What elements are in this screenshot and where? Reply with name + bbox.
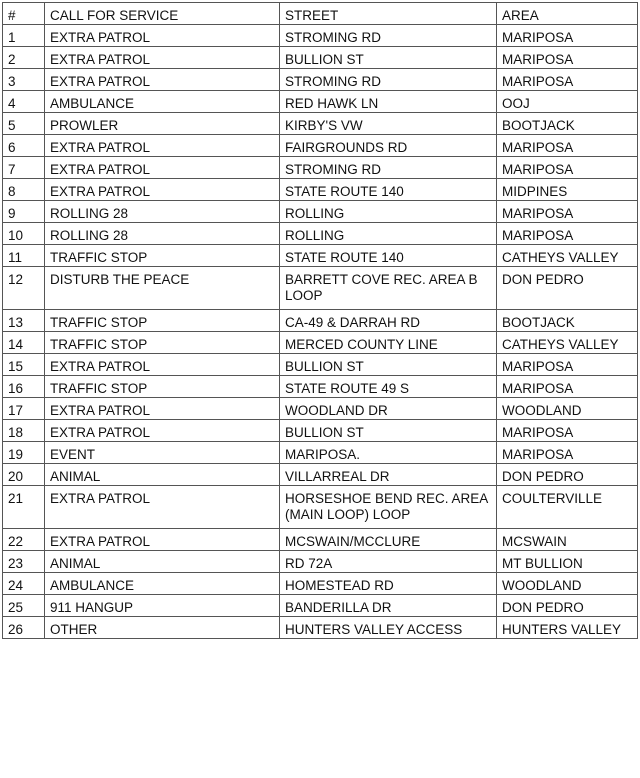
street-cell: HUNTERS VALLEY ACCESS [280,617,497,639]
row-number: 18 [3,420,45,442]
area-cell: MIDPINES [497,179,638,201]
area-cell: MT BULLION [497,551,638,573]
calls-for-service-table [2,2,638,639]
row-number: 2 [3,47,45,69]
table-row [3,573,638,595]
row-number: 14 [3,332,45,354]
row-number: 26 [3,617,45,639]
call-for-service-cell: EVENT [45,442,280,464]
table-row [3,486,638,529]
table-row [3,179,638,201]
street-cell: RED HAWK LN [280,91,497,113]
area-cell: MARIPOSA [497,135,638,157]
area-cell: MARIPOSA [497,376,638,398]
street-cell: MERCED COUNTY LINE [280,332,497,354]
table-row [3,398,638,420]
header-call-for-service: CALL FOR SERVICE [45,3,280,25]
row-number: 7 [3,157,45,179]
street-cell: BULLION ST [280,354,497,376]
table-row [3,223,638,245]
header-street: STREET [280,3,497,25]
row-number: 6 [3,135,45,157]
table-body [3,3,638,639]
row-number: 12 [3,267,45,310]
area-cell: MARIPOSA [497,420,638,442]
table-row [3,267,638,310]
table-row [3,245,638,267]
call-for-service-cell: AMBULANCE [45,573,280,595]
row-number: 10 [3,223,45,245]
street-cell: STROMING RD [280,25,497,47]
call-for-service-cell: EXTRA PATROL [45,135,280,157]
street-cell: WOODLAND DR [280,398,497,420]
call-for-service-cell: EXTRA PATROL [45,47,280,69]
street-cell: ROLLING [280,223,497,245]
street-cell: FAIRGROUNDS RD [280,135,497,157]
call-for-service-cell: EXTRA PATROL [45,420,280,442]
row-number: 4 [3,91,45,113]
street-cell: STROMING RD [280,69,497,91]
row-number: 23 [3,551,45,573]
row-number: 8 [3,179,45,201]
street-cell: MCSWAIN/MCCLURE [280,529,497,551]
call-for-service-cell: EXTRA PATROL [45,486,280,529]
area-cell: COULTERVILLE [497,486,638,529]
call-for-service-cell: EXTRA PATROL [45,157,280,179]
table-row [3,25,638,47]
area-cell: MARIPOSA [497,69,638,91]
call-for-service-cell: TRAFFIC STOP [45,332,280,354]
row-number: 22 [3,529,45,551]
table-row [3,420,638,442]
table-row [3,442,638,464]
call-for-service-cell: ANIMAL [45,464,280,486]
area-cell: CATHEYS VALLEY [497,332,638,354]
header-number: # [3,3,45,25]
street-cell: MARIPOSA. [280,442,497,464]
row-number: 13 [3,310,45,332]
header-area: AREA [497,3,638,25]
street-cell: BARRETT COVE REC. AREA B LOOP [280,267,497,310]
call-for-service-cell: OTHER [45,617,280,639]
area-cell: DON PEDRO [497,267,638,310]
call-for-service-cell: EXTRA PATROL [45,529,280,551]
street-cell: HORSESHOE BEND REC. AREA (MAIN LOOP) LOOP [280,486,497,529]
call-for-service-cell: DISTURB THE PEACE [45,267,280,310]
call-for-service-cell: TRAFFIC STOP [45,245,280,267]
table-row [3,113,638,135]
area-cell: BOOTJACK [497,310,638,332]
row-number: 15 [3,354,45,376]
street-cell: KIRBY'S VW [280,113,497,135]
street-cell: STATE ROUTE 140 [280,245,497,267]
area-cell: MARIPOSA [497,442,638,464]
table-row [3,310,638,332]
row-number: 24 [3,573,45,595]
row-number: 3 [3,69,45,91]
area-cell: WOODLAND [497,398,638,420]
area-cell: MCSWAIN [497,529,638,551]
call-for-service-cell: TRAFFIC STOP [45,310,280,332]
call-for-service-cell: EXTRA PATROL [45,25,280,47]
street-cell: ROLLING [280,201,497,223]
row-number: 17 [3,398,45,420]
row-number: 1 [3,25,45,47]
table-row [3,332,638,354]
row-number: 25 [3,595,45,617]
row-number: 20 [3,464,45,486]
street-cell: STATE ROUTE 49 S [280,376,497,398]
call-for-service-cell: TRAFFIC STOP [45,376,280,398]
street-cell: HOMESTEAD RD [280,573,497,595]
street-cell: BANDERILLA DR [280,595,497,617]
row-number: 19 [3,442,45,464]
row-number: 16 [3,376,45,398]
street-cell: VILLARREAL DR [280,464,497,486]
table-row [3,376,638,398]
area-cell: DON PEDRO [497,464,638,486]
table-row [3,47,638,69]
table-row [3,595,638,617]
table-row [3,617,638,639]
table-row [3,157,638,179]
table-row [3,354,638,376]
call-for-service-cell: ROLLING 28 [45,223,280,245]
row-number: 11 [3,245,45,267]
area-cell: OOJ [497,91,638,113]
table-row [3,135,638,157]
call-for-service-cell: PROWLER [45,113,280,135]
street-cell: STROMING RD [280,157,497,179]
area-cell: MARIPOSA [497,25,638,47]
street-cell: RD 72A [280,551,497,573]
row-number: 5 [3,113,45,135]
area-cell: DON PEDRO [497,595,638,617]
call-for-service-cell: AMBULANCE [45,91,280,113]
street-cell: BULLION ST [280,47,497,69]
street-cell: BULLION ST [280,420,497,442]
table-row [3,464,638,486]
area-cell: MARIPOSA [497,223,638,245]
call-for-service-cell: EXTRA PATROL [45,398,280,420]
call-for-service-cell: EXTRA PATROL [45,69,280,91]
area-cell: MARIPOSA [497,157,638,179]
call-for-service-cell: ROLLING 28 [45,201,280,223]
call-for-service-cell: 911 HANGUP [45,595,280,617]
call-for-service-cell: EXTRA PATROL [45,179,280,201]
call-for-service-cell: EXTRA PATROL [45,354,280,376]
area-cell: WOODLAND [497,573,638,595]
call-for-service-cell: ANIMAL [45,551,280,573]
table-row [3,201,638,223]
area-cell: MARIPOSA [497,354,638,376]
area-cell: CATHEYS VALLEY [497,245,638,267]
row-number: 21 [3,486,45,529]
area-cell: MARIPOSA [497,201,638,223]
table-row [3,69,638,91]
area-cell: BOOTJACK [497,113,638,135]
table-row [3,529,638,551]
street-cell: CA-49 & DARRAH RD [280,310,497,332]
row-number: 9 [3,201,45,223]
table-row [3,91,638,113]
table-row [3,551,638,573]
area-cell: HUNTERS VALLEY [497,617,638,639]
area-cell: MARIPOSA [497,47,638,69]
street-cell: STATE ROUTE 140 [280,179,497,201]
table-header-row [3,3,638,25]
